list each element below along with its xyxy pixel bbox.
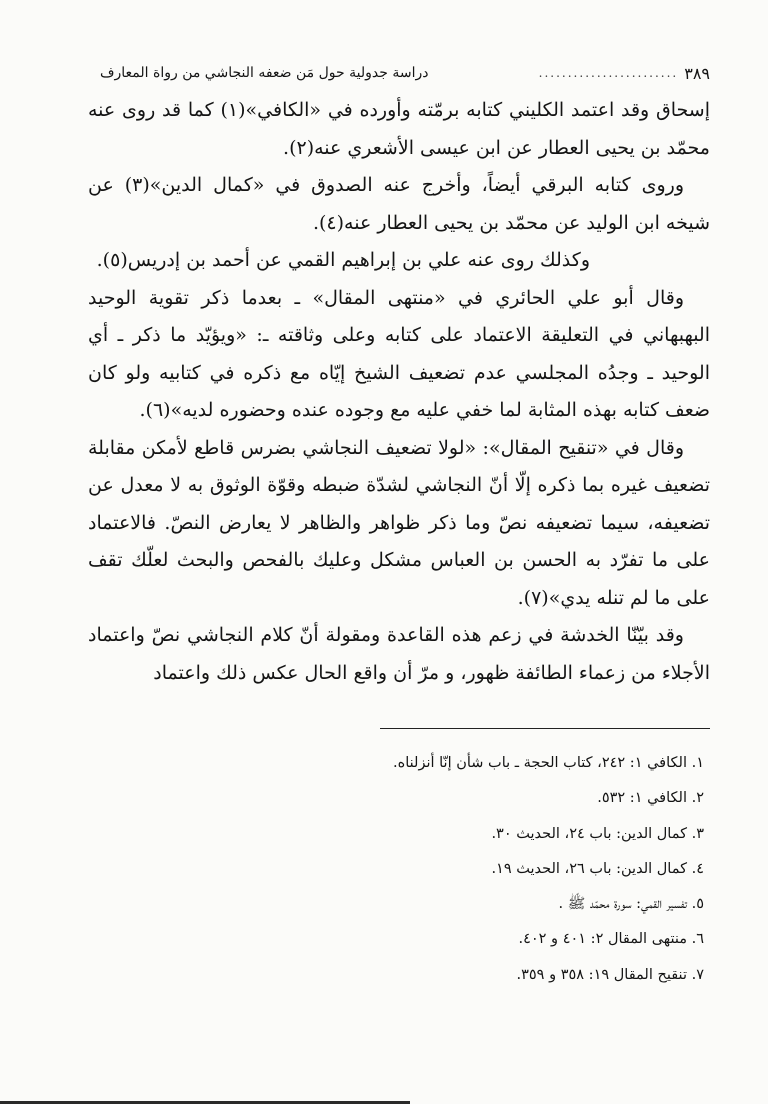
footnote-5: ٥. تفسير القمي: سورة محمّد ﷺ . — [558, 896, 704, 913]
paragraph-1: إسحاق وقد اعتمد الكليني كتابه برمّته وأورده في «الكافي»(١) كما قد روى عنه محمّد بن يحيى العطار عن ابن عيسى الأشعري عنه(٢). — [88, 99, 710, 159]
footnote-separator — [380, 728, 710, 729]
paragraph-4: وقال أبو علي الحائري في «منتهى المقال» ـ بعدما ذكر تقوية الوحيد البهبهاني في التعليقة الاعتماد على كتابه وعلى وثاقته ـ: «ويؤيّد ما ذكر ـ أي الوحيد ـ وجدُه المجلسي عدم تضعيف الشيخ إيّاه مع ذكره في كتابيه ولو كان ضعف كتابه بهذه المثابة لما خفي عليه مع وجوده عنده وحضوره لديه»(٦). — [88, 286, 710, 421]
footnote-1: ١. الكافي ١: ٢٤٢، كتاب الحجة ـ باب شأن إنّا أنزلناه. — [393, 755, 704, 771]
footnote-2: ٢. الكافي ١: ٥٣٢. — [597, 790, 704, 807]
paragraph-2: وروى كتابه البرقي أيضاً، وأخرج عنه الصدوق في «كمال الدين»(٣) عن شيخه ابن الوليد عن محمّد بن يحيى العطار عنه(٤). — [88, 174, 710, 234]
page-header — [100, 60, 710, 86]
running-title: دراسة جدولية حول مَن ضعفه النجاشي من رواة المعارف — [100, 65, 429, 81]
main-text — [88, 92, 710, 692]
paragraph-3: وكذلك روى عنه علي بن إبراهيم القمي عن أحمد بن إدريس(٥). — [96, 249, 590, 271]
footnote-6: ٦. منتهى المقال ٢: ٤٠١ و ٤٠٢. — [518, 931, 704, 948]
paragraph-5: وقال في «تنقيح المقال»: «لولا تضعيف النجاشي بضرس قاطع لأمكن مقابلة تضعيف غيره بما ذكره إلّا أنّ النجاشي لشدّة ضبطه وقوّة الوثوق به لا معدل عن تضعيفه، سيما تضعيفه نصّ وما ذكر ظواهر والظاهر لا يعارض النصّ. فالاعتماد على ما تفرّد به الحسن بن العباس مشكل وعليك بالفحص والبحث لعلّك تقف على ما لم تنله يدي»(٧). — [88, 436, 710, 609]
page-number: ٣٨٩ — [684, 63, 710, 83]
footnote-7: ٧. تنقيح المقال ١٩: ٣٥٨ و ٣٥٩. — [516, 966, 704, 983]
footnote-3: ٣. كمال الدين: باب ٢٤، الحديث ٣٠. — [491, 825, 704, 842]
footnotes — [120, 746, 704, 993]
footnote-4: ٤. كمال الدين: باب ٢٦، الحديث ١٩. — [491, 860, 704, 877]
header-leader-dots: ........................ — [538, 66, 679, 80]
paragraph-6: وقد بيّنّا الخدشة في زعم هذه القاعدة ومقولة أنّ كلام النجاشي نصّ واعتماد الأجلاء من زعماء الطائفة ظهور، و مرّ أن واقع الحال عكس ذلك واعتماد — [88, 624, 710, 684]
